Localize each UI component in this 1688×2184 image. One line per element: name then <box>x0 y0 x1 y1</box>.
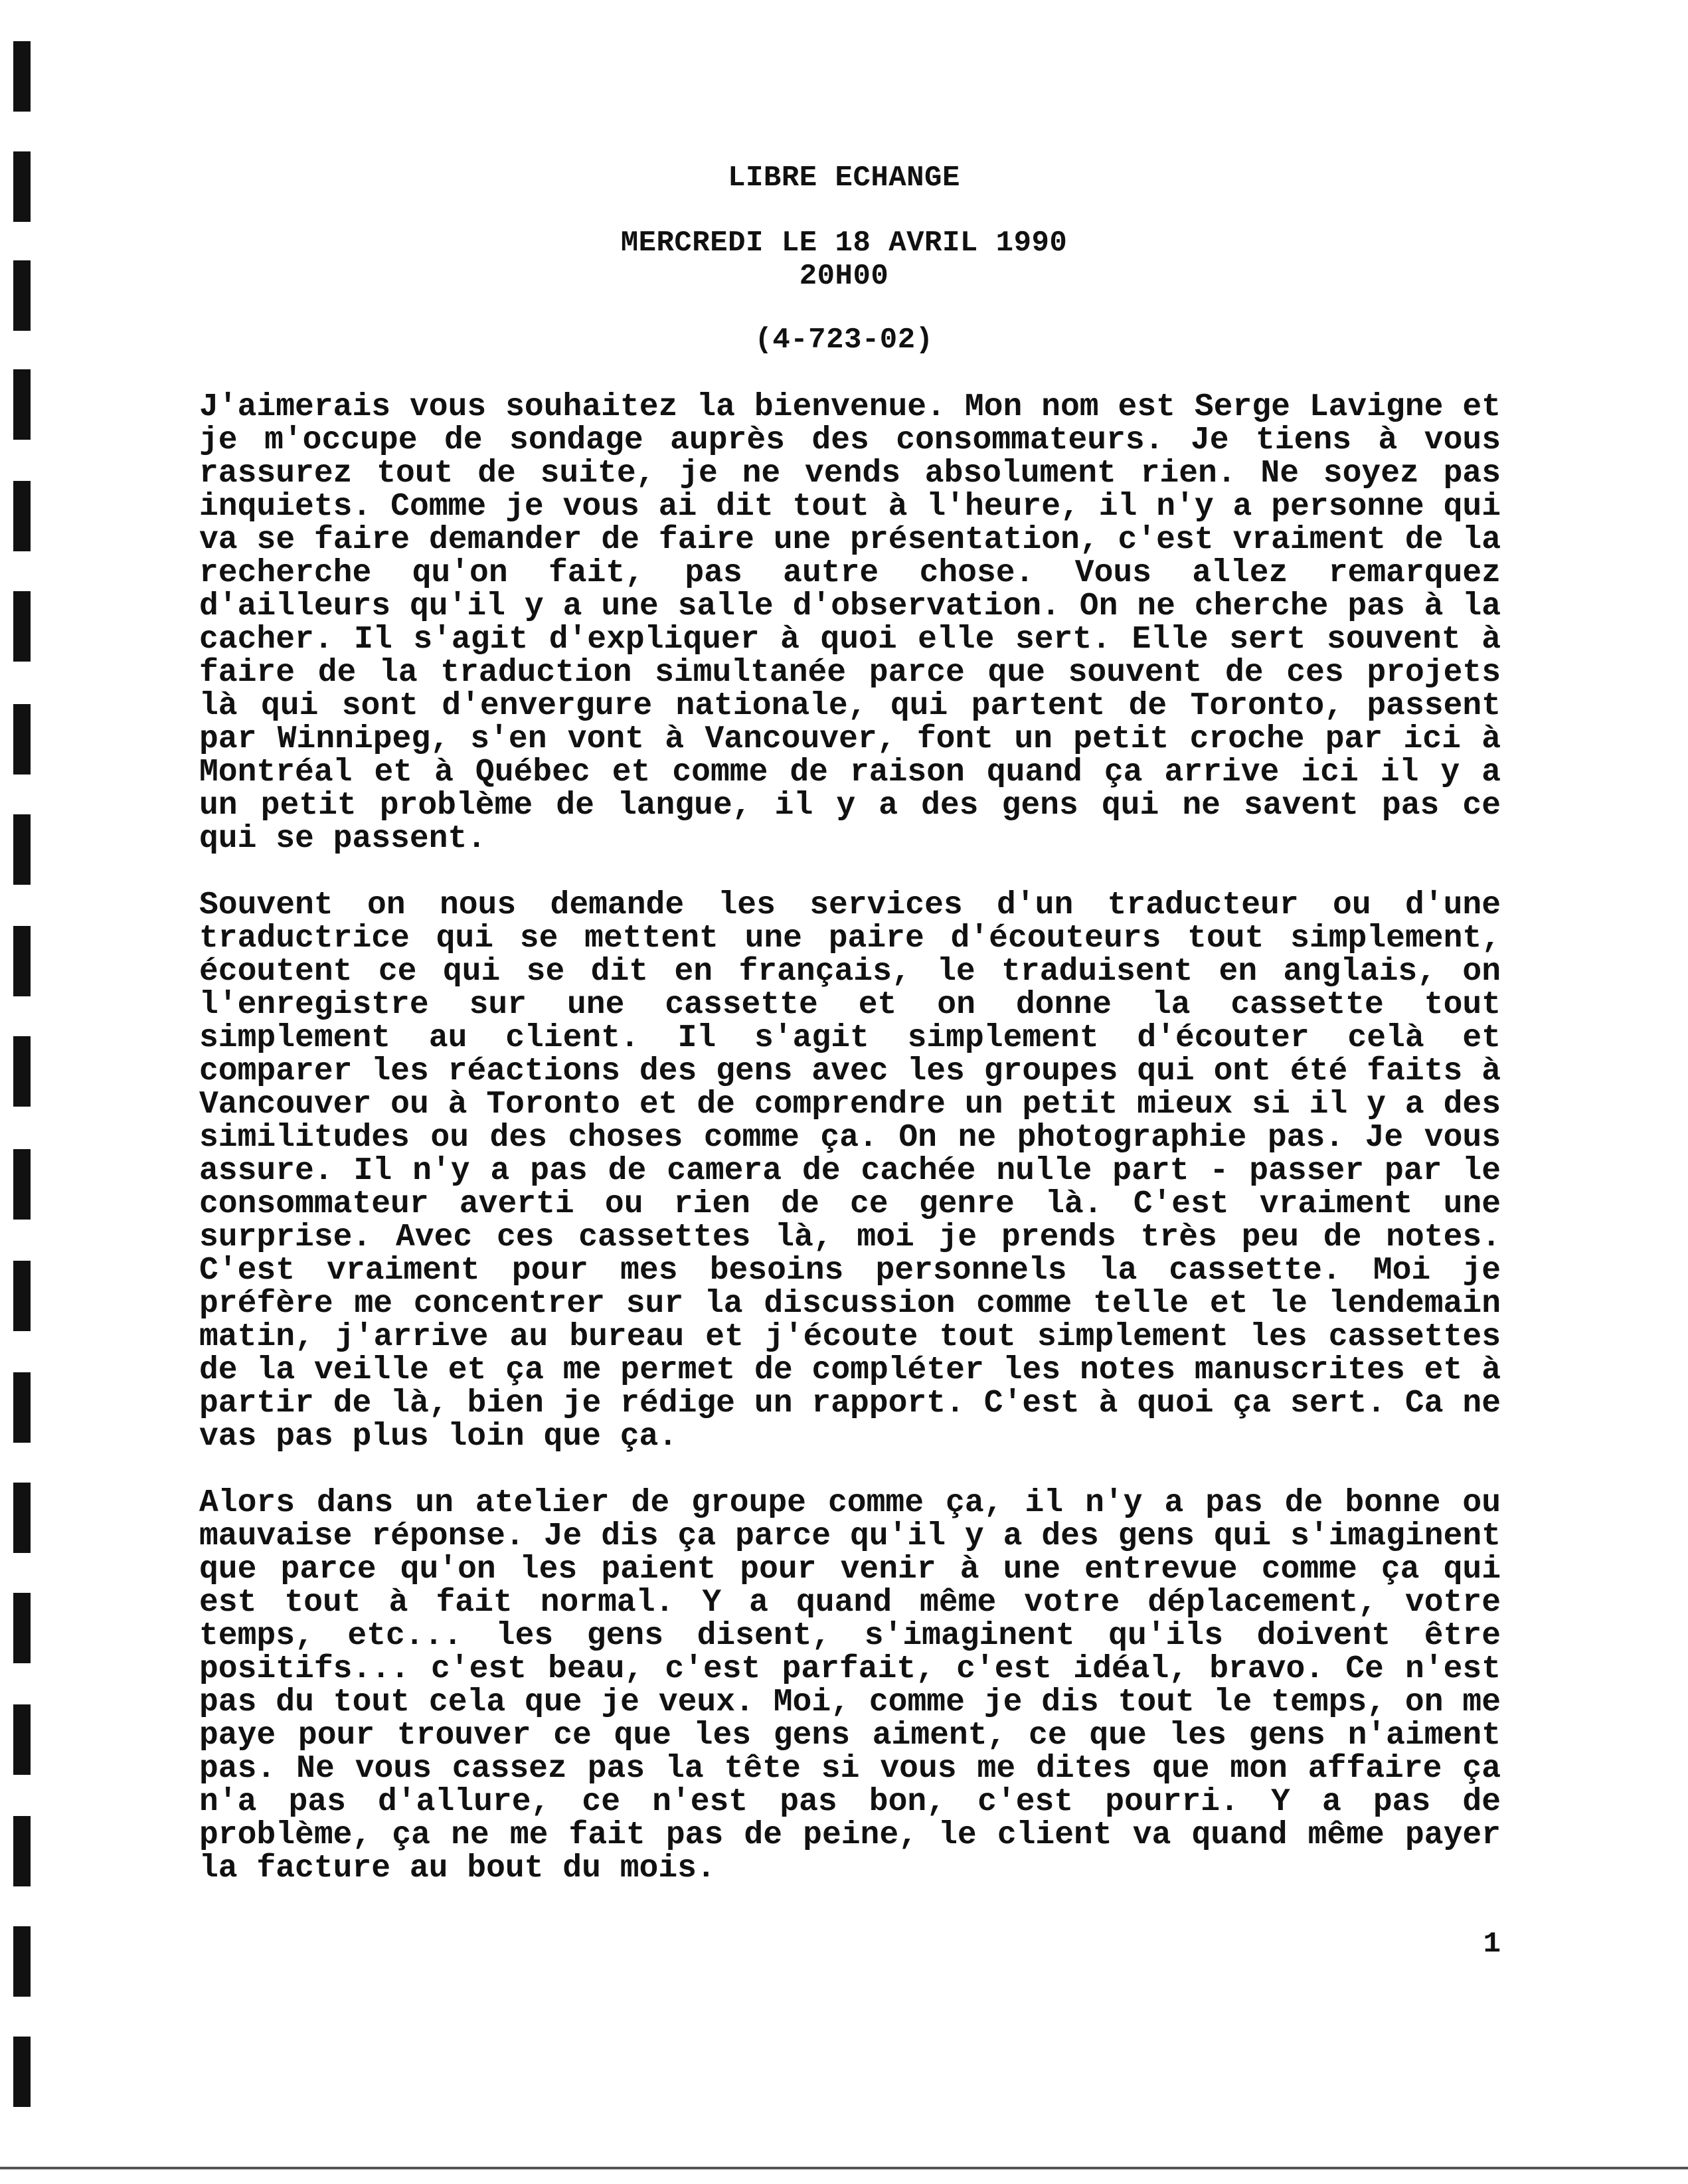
binding-punch-mark <box>13 926 31 996</box>
paragraph: Alors dans un atelier de groupe comme ça, il n'y a pas de bonne ou mauvaise réponse. Je dis ça parce qu'il y a des gens qui s'imaginent que parce qu'on les paient pour venir à une entrevue comme ça qui est tout à fait normal. Y a quand même votre déplacement, votre temps, etc... les gens disent, s'imaginent qu'ils doivent être positifs... c'est beau, c'est parfait, c'est idéal, bravo. Ce n'est pas du tout cela que je veux. Moi, comme je dis tout le temps, on me paye pour trouver ce que les gens aiment, ce que les gens n'aiment pas. Ne vous cassez pas la tête si vous me dites que mon affaire ça n'a pas d'allure, ce n'est pas bon, c'est pourri. Y a pas de problème, ça ne me fait pas de peine, le client va quand même payer la facture au bout du mois. <box>199 1485 1501 1886</box>
binding-punch-mark <box>13 814 31 885</box>
binding-punch-mark <box>13 704 31 774</box>
document-title: LIBRE ECHANGE <box>728 161 960 195</box>
document-code: (4-723-02) <box>754 323 934 357</box>
binding-punch-mark <box>13 1036 31 1107</box>
binding-punch-mark <box>13 1704 31 1775</box>
binding-punch-mark <box>13 1261 31 1331</box>
binding-punch-mark <box>13 1816 31 1886</box>
binding-punch-mark <box>13 41 31 112</box>
binding-punch-mark <box>13 1593 31 1663</box>
page-number: 1 <box>1483 1928 1501 1961</box>
binding-punch-mark <box>13 1926 31 1997</box>
binding-punch-mark <box>13 1483 31 1553</box>
binding-punch-mark <box>13 1149 31 1220</box>
binding-punch-mark <box>13 369 31 440</box>
document-time: 20H00 <box>799 260 889 293</box>
binding-punch-mark <box>13 2037 31 2107</box>
paragraph: Souvent on nous demande les services d'un traducteur ou d'une traductrice qui se mettent une paire d'écouteurs tout simplement, écoutent ce qui se dit en français, le traduisent en anglais, on l'enregistre sur une cassette et on donne la cassette tout simplement au client. Il s'agit simplement d'écouter celà et comparer les réactions des gens avec les groupes qui ont été faits à Vancouver ou à Toronto et de comprendre un petit mieux si il y a des similitudes ou des choses comme ça. On ne photographie pas. Je vous assure. Il n'y a pas de camera de cachée nulle part - passer par le consommateur averti ou rien de ce genre là. C'est vraiment une surprise. Avec ces cassettes là, moi je prends très peu de notes. C'est vraiment pour mes besoins personnels la cassette. Moi je préfère me concentrer sur la discussion comme telle et le lendemain matin, j'arrive au bureau et j'écoute tout simplement les cassettes de la veille et ça me permet de compléter les notes manuscrites et à partir de là, bien je rédige un rapport. C'est à quoi ça sert. Ca ne vas pas plus loin que ça. <box>199 887 1501 1455</box>
document-body <box>199 391 1501 1918</box>
document-date: MERCREDI LE 18 AVRIL 1990 <box>620 227 1068 260</box>
binding-punch-mark <box>13 481 31 551</box>
bottom-edge-rule <box>0 2167 1688 2169</box>
binding-punch-mark <box>13 1372 31 1443</box>
binding-punch-mark <box>13 591 31 662</box>
paragraph: J'aimerais vous souhaitez la bienvenue. Mon nom est Serge Lavigne et je m'occupe de sondage auprès des consommateurs. Je tiens à vous rassurez tout de suite, je ne vends absolument rien. Ne soyez pas inquiets. Comme je vous ai dit tout à l'heure, il n'y a personne qui va se faire demander de faire une présentation, c'est vraiment de la recherche qu'on fait, pas autre chose. Vous allez remarquez d'ailleurs qu'il y a une salle d'observation. On ne cherche pas à la cacher. Il s'agit d'expliquer à quoi elle sert. Elle sert souvent à faire de la traduction simultanée parce que souvent de ces projets là qui sont d'envergure nationale, qui partent de Toronto, passent par Winnipeg, s'en vont à Vancouver, font un petit croche par ici à Montréal et à Québec et comme de raison quand ça arrive ici il y a un petit problème de langue, il y a des gens qui ne savent pas ce qui se passent. <box>199 389 1501 857</box>
